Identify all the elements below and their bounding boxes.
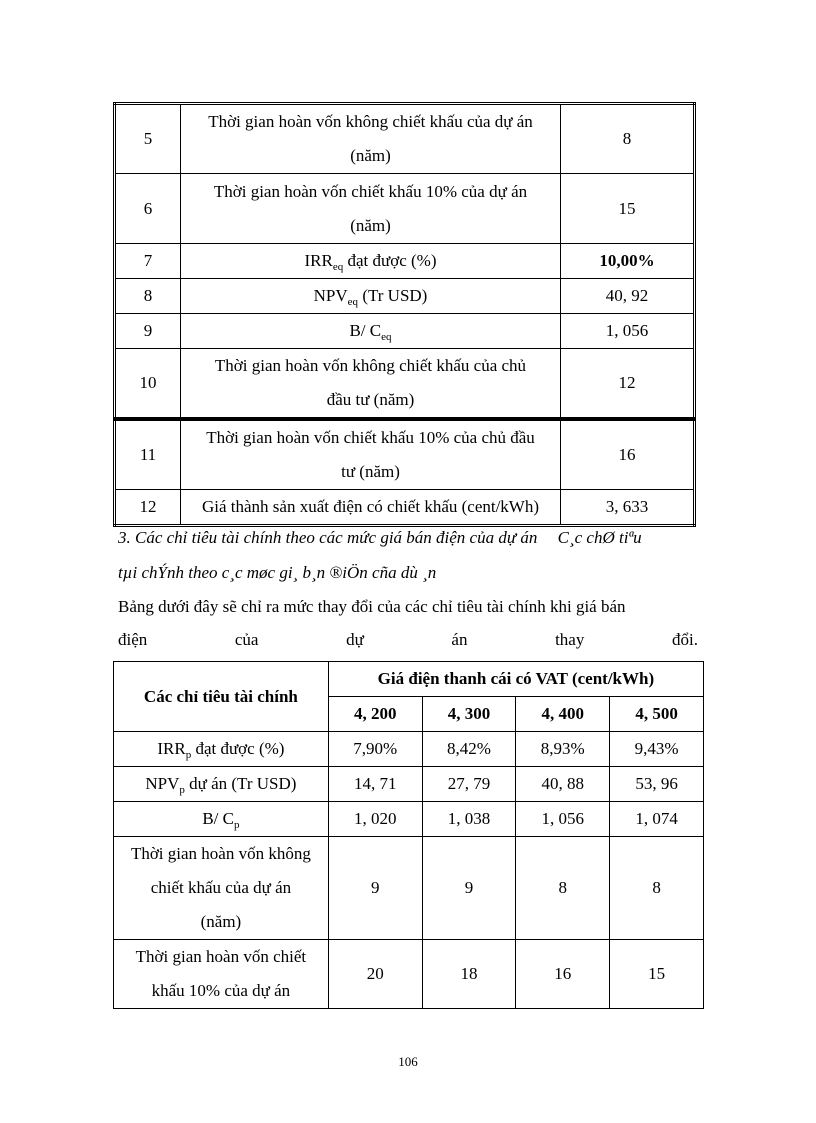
word: thay: [555, 630, 585, 649]
table-cell: 18: [422, 940, 516, 1009]
table-cell: 8: [516, 837, 610, 940]
table-row: [114, 940, 704, 1009]
indicator-value: 8: [561, 104, 695, 174]
header-indicators: Các chỉ tiêu tài chính: [114, 662, 329, 732]
table-cell: 9: [422, 837, 516, 940]
row-number: 5: [115, 104, 181, 174]
row-number: 6: [115, 174, 181, 244]
indicator-label: [181, 244, 561, 279]
label-main: B/ C: [349, 321, 382, 340]
table-row: [115, 174, 695, 244]
row-number: 8: [115, 279, 181, 314]
table-cell: 27, 79: [422, 767, 516, 802]
indicator-label: [181, 174, 561, 244]
label-subscript: eq: [347, 296, 359, 308]
label-line: Giá thành sản xuất điện có chiết khấu (cent/kWh): [201, 497, 540, 516]
table-cell: 9: [328, 837, 422, 940]
label-line: Thời gian hoàn vốn chiết khấu 10% của dự án: [213, 181, 528, 201]
table-cell: 14, 71: [328, 767, 422, 802]
table-row: [114, 767, 704, 802]
table-row: [115, 420, 695, 490]
indicator-value: 12: [561, 349, 695, 419]
table-cell: 20: [328, 940, 422, 1009]
indicator-label: [114, 802, 329, 837]
indicator-value: 3, 633: [561, 490, 695, 526]
table-cell: 1, 038: [422, 802, 516, 837]
label-line: Thời gian hoàn vốn chiết: [135, 947, 307, 966]
label-main: IRR: [304, 251, 333, 270]
table-row: [115, 104, 695, 174]
indicator-label: [114, 837, 329, 940]
table-cell: 15: [610, 940, 704, 1009]
word: án: [451, 630, 468, 649]
label-rest: (Tr USD): [358, 286, 428, 305]
indicator-value: 40, 92: [561, 279, 695, 314]
table-cell: 1, 056: [516, 802, 610, 837]
label-subscript: p: [185, 749, 192, 761]
table-cell: 16: [516, 940, 610, 1009]
label-main: NPV: [145, 774, 180, 793]
table-row: [115, 349, 695, 419]
price-sensitivity-table: [113, 661, 704, 1009]
price-header: 4, 500: [610, 697, 704, 732]
table-row: [115, 490, 695, 526]
paragraph-line2: [118, 630, 698, 650]
indicator-value: 10,00%: [561, 244, 695, 279]
table-row: [115, 244, 695, 279]
label-subscript: p: [233, 819, 240, 831]
label-rest: đạt được (%): [191, 739, 285, 758]
label-rest: dự án (Tr USD): [184, 774, 297, 793]
section-heading-line2: tµi chÝnh theo c¸c møc gi¸ b¸n ®iÖn cña dù ¸n: [118, 563, 437, 582]
table-cell: 1, 020: [328, 802, 422, 837]
table-row: [114, 837, 704, 940]
table-row: [115, 279, 695, 314]
table-cell: 1, 074: [610, 802, 704, 837]
label-line: (năm): [200, 912, 242, 931]
paragraph-line1: Bảng dưới đây sẽ chỉ ra mức thay đổi của các chỉ tiêu tài chính khi giá bán: [118, 597, 626, 616]
label-subscript: p: [179, 784, 185, 796]
label-line: chiết khấu của dự án: [150, 878, 292, 897]
indicator-label: [181, 279, 561, 314]
header-price-group: Giá điện thanh cái có VAT (cent/kWh): [328, 662, 703, 697]
label-main: B/ C: [202, 809, 234, 828]
indicator-value: 16: [561, 420, 695, 490]
word: của: [234, 630, 259, 649]
indicator-label: [114, 732, 329, 767]
label-line: Thời gian hoàn vốn không chiết khấu của chủ: [214, 356, 527, 375]
indicator-value: 15: [561, 174, 695, 244]
indicator-label: [181, 349, 561, 419]
financial-indicators-table-part1: [113, 102, 696, 420]
table-cell: 40, 88: [516, 767, 610, 802]
label-line: khấu 10% của dự án: [151, 981, 291, 1000]
indicator-label: [181, 420, 561, 490]
price-header: 4, 200: [328, 697, 422, 732]
row-number: 7: [115, 244, 181, 279]
table-cell: 7,90%: [328, 732, 422, 767]
section-heading-line1: [118, 528, 642, 548]
table-row: [114, 732, 704, 767]
indicator-value: 1, 056: [561, 314, 695, 349]
table-cell: 8: [610, 837, 704, 940]
label-line: đầu tư (năm): [326, 390, 415, 409]
label-line: Thời gian hoàn vốn không chiết khấu của dự án: [208, 112, 533, 131]
row-number: 11: [115, 420, 181, 490]
label-line: (năm): [350, 146, 391, 165]
price-header: 4, 300: [422, 697, 516, 732]
table-row: [114, 802, 704, 837]
page-number: 106: [398, 1054, 418, 1069]
table-cell: 53, 96: [610, 767, 704, 802]
table-cell: 9,43%: [610, 732, 704, 767]
word: dự: [346, 630, 364, 649]
table-header-row: [114, 662, 704, 697]
indicator-label: [181, 490, 561, 526]
indicator-label: [114, 767, 329, 802]
word: điện: [118, 630, 148, 649]
price-header: 4, 400: [516, 697, 610, 732]
financial-indicators-table-part2: [113, 418, 696, 527]
table-cell: 8,93%: [516, 732, 610, 767]
section-heading-text: 3. Các chỉ tiêu tài chính theo các mức giá bán điện của dự án: [118, 528, 538, 547]
label-subscript: eq: [332, 261, 344, 273]
label-rest: đạt được (%): [343, 251, 437, 270]
label-line: Thời gian hoàn vốn không: [130, 844, 311, 863]
table-row: [115, 314, 695, 349]
row-number: 9: [115, 314, 181, 349]
label-main: IRR: [157, 739, 186, 758]
label-line: Thời gian hoàn vốn chiết khấu 10% của chủ đầu: [206, 428, 535, 447]
label-line: tư (năm): [341, 462, 400, 481]
row-number: 10: [115, 349, 181, 419]
label-main: NPV: [313, 286, 348, 305]
table-cell: 8,42%: [422, 732, 516, 767]
section-heading-garbled: C¸c chØ tiªu: [557, 528, 642, 547]
indicator-label: [181, 314, 561, 349]
word: đổi.: [671, 630, 698, 649]
label-subscript: eq: [381, 331, 392, 343]
row-number: 12: [115, 490, 181, 526]
indicator-label: [181, 104, 561, 174]
label-line: (năm): [350, 215, 391, 235]
indicator-label: [114, 940, 329, 1009]
